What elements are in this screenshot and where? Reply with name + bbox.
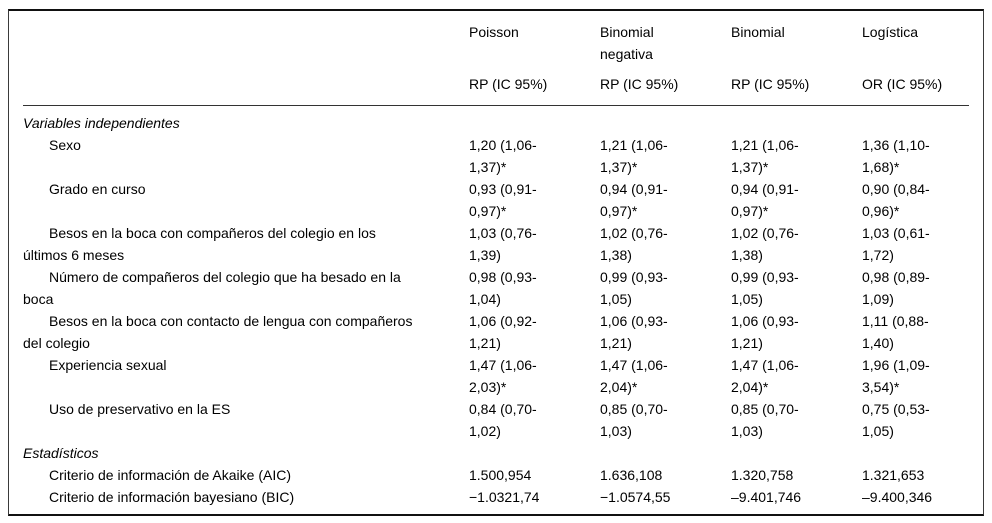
cell-value: 1,36 (1,10-1,68)* — [862, 137, 930, 175]
cell-value: 0,98 (0,89-1,09) — [862, 269, 930, 307]
table-row — [23, 310, 969, 354]
row-label: Besos en la boca con contacto de lengua con compañeros del colegio — [23, 313, 413, 351]
cell-value: 1,21 (1,06-1,37)* — [600, 137, 668, 175]
row-label: Sexo — [49, 137, 81, 153]
cell-value: 0,90 (0,84-0,96)* — [862, 181, 930, 219]
table-header-row — [23, 19, 969, 65]
table-section-row — [23, 442, 969, 464]
cell-value: 1,20 (1,06-1,37)* — [469, 137, 537, 175]
column-header-logistica: Logística — [862, 24, 919, 40]
cell-value: 0,94 (0,91-0,97)* — [731, 181, 799, 219]
row-label: Número de compañeros del colegio que ha besado en la boca — [23, 269, 401, 307]
cell-value: 0,99 (0,93-1,05) — [731, 269, 799, 307]
results-table — [8, 9, 984, 516]
cell-value: 1.320,758 — [731, 467, 794, 483]
cell-value: 1,96 (1,09-3,54)* — [862, 357, 930, 395]
table-row — [23, 398, 969, 442]
cell-value: 1,03 (0,61-1,72) — [862, 225, 930, 263]
cell-value: 1,47 (1,06-2,04)* — [600, 357, 668, 395]
cell-value: –9.400,346 — [862, 489, 933, 505]
cell-value: −1.0321,74 — [469, 489, 540, 505]
measure-header-poisson: RP (IC 95%) — [469, 76, 548, 92]
cell-value: 1,11 (0,88-1,40) — [862, 313, 929, 351]
cell-value: 0,75 (0,53-1,05) — [862, 401, 930, 439]
row-label: Grado en curso — [49, 181, 146, 197]
cell-value: 0,85 (0,70-1,03) — [600, 401, 668, 439]
cell-value: 1,06 (0,93-1,21) — [731, 313, 799, 351]
cell-value: 0,85 (0,70-1,03) — [731, 401, 799, 439]
section-label: Variables independientes — [23, 115, 180, 131]
cell-value: 1,47 (1,06-2,04)* — [731, 357, 799, 395]
table-row — [23, 222, 969, 266]
table-row — [23, 354, 969, 398]
table-subheader-row — [23, 73, 969, 106]
cell-value: 1,21 (1,06-1,37)* — [731, 137, 799, 175]
row-label: Besos en la boca con compañeros del colegio en los últimos 6 meses — [23, 225, 376, 263]
cell-value: 1,02 (0,76-1,38) — [600, 225, 668, 263]
column-header-binomial: Binomial — [731, 24, 785, 40]
section-label: Estadísticos — [23, 445, 99, 461]
measure-header-binomial: RP (IC 95%) — [731, 76, 810, 92]
table-row — [23, 486, 969, 508]
cell-value: −1.0574,55 — [600, 489, 671, 505]
table-section-row — [23, 112, 969, 134]
measure-header-logistica: OR (IC 95%) — [862, 76, 943, 92]
row-label: Experiencia sexual — [49, 357, 167, 373]
cell-value: 1,06 (0,93-1,21) — [600, 313, 668, 351]
cell-value: 1,47 (1,06-2,03)* — [469, 357, 537, 395]
cell-value: 1,02 (0,76-1,38) — [731, 225, 799, 263]
column-header-binomial-negativa: Binomial negativa — [600, 24, 654, 62]
cell-value: 0,98 (0,93-1,04) — [469, 269, 537, 307]
cell-value: 1.500,954 — [469, 467, 532, 483]
table-row — [23, 464, 969, 486]
column-header-poisson: Poisson — [469, 24, 519, 40]
cell-value: 0,99 (0,93-1,05) — [600, 269, 668, 307]
cell-value: 1.636,108 — [600, 467, 663, 483]
cell-value: 1,06 (0,92-1,21) — [469, 313, 537, 351]
table-row — [23, 178, 969, 222]
cell-value: 1,03 (0,76-1,39) — [469, 225, 537, 263]
cell-value: 0,94 (0,91-0,97)* — [600, 181, 668, 219]
row-label: Uso de preservativo en la ES — [49, 401, 231, 417]
table-row — [23, 266, 969, 310]
cell-value: 1.321,653 — [862, 467, 925, 483]
cell-value: 0,93 (0,91-0,97)* — [469, 181, 537, 219]
table-row — [23, 134, 969, 178]
row-label: Criterio de información bayesiano (BIC) — [49, 489, 295, 505]
cell-value: 0,84 (0,70-1,02) — [469, 401, 537, 439]
row-label: Criterio de información de Akaike (AIC) — [49, 467, 291, 483]
measure-header-binomial-negativa: RP (IC 95%) — [600, 76, 679, 92]
table-body — [23, 106, 969, 508]
cell-value: –9.401,746 — [731, 489, 802, 505]
